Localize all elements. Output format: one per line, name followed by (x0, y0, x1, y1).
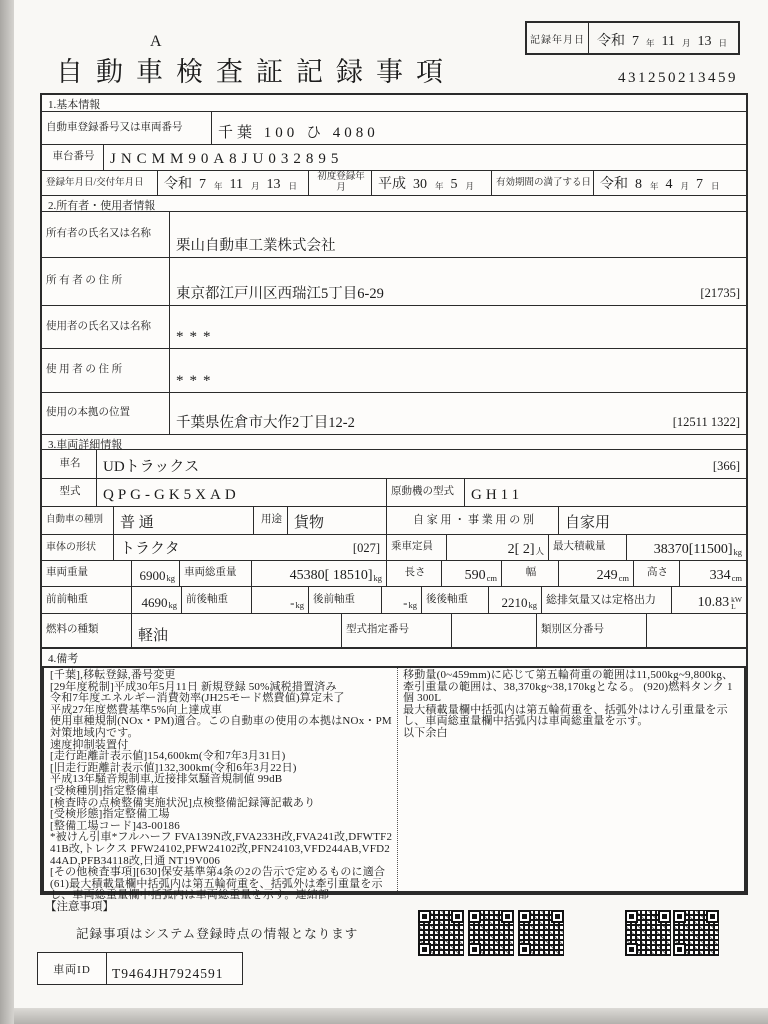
plate-label: 自動車登録番号又は車両番号 (42, 112, 212, 144)
remark-line: 速度抑制装置付 (50, 738, 129, 751)
axle-front-rear-label: 前後軸重 (182, 587, 252, 613)
remark-line: 最大積載量欄中括弧内は第五輪荷重を、括弧外はけん引重量を示し、車両総重量欄中括弧内は車両総重量を示す。 (403, 703, 728, 728)
vehicle-name-label: 車名 (42, 450, 97, 478)
remark-line: [検査時の点検整備実施状況]点検整備記録簿記載あり (50, 796, 316, 809)
remarks-box (42, 666, 746, 902)
axle-rear-front-value (382, 587, 422, 613)
capacity-label: 乗車定員 (387, 535, 447, 560)
axle-rear-front-label: 後前軸重 (309, 587, 382, 613)
body-shape-label: 車体の形状 (42, 535, 114, 560)
vehicle-id-box (37, 952, 243, 985)
row-dates (42, 171, 746, 196)
fuel-value: 軽油 (132, 614, 342, 647)
displacement-value (672, 587, 746, 613)
plate-value: 千葉 100 ひ 4080 (218, 125, 379, 141)
qr-code (468, 910, 514, 956)
date-day: 13 (697, 34, 712, 49)
length-label: 長さ (387, 561, 442, 586)
axle-rf-text: - (403, 595, 408, 610)
row-user-address (42, 349, 746, 393)
base-location-text: 千葉県佐倉市大作2丁目12-2 (176, 415, 355, 431)
page-title: 自動車検査証記録事項 (56, 57, 456, 87)
row-owner-address (42, 258, 746, 306)
kg-unit: kg (733, 547, 742, 557)
axle-front-front-label: 前前軸重 (42, 587, 132, 613)
first-registration-value (372, 171, 492, 195)
row-plate (42, 112, 746, 145)
remark-line: [走行距離計表示値]154,600km(令和7年3月31日) (50, 750, 286, 763)
fuel-label: 燃料の種類 (42, 614, 132, 647)
category-value: 普 通 (114, 507, 254, 534)
owner-address-label: 所 有 者 の 住 所 (42, 258, 170, 305)
date-month: 5 (450, 177, 458, 192)
axle-front-rear-value (252, 587, 309, 613)
axle-fr-text: - (290, 595, 295, 610)
kg-unit: kg (166, 573, 175, 583)
remark-line: [旧走行距離計表示値]132,300km(令和6年3月22日) (50, 761, 297, 774)
date-month: 11 (661, 34, 675, 49)
kg-unit: kg (295, 600, 304, 610)
remark-line: [受検種別]指定整備車 (50, 784, 159, 797)
row-weights-dimensions (42, 561, 746, 587)
remark-line: [その他検査事項][630]保安基準第4条の2の告示で定めるものに適合 (61)最大積載量欄中括弧内は第五輪荷重を、括弧外は牽引重量を示し、車両総重量欄中括弧内は車両総重量を示す。連結部 (50, 866, 386, 902)
expiry-label: 有効期間の満了する日 (492, 171, 594, 195)
document-number: 431250213459 (618, 70, 738, 86)
date-era: 令和 (597, 34, 625, 49)
row-base-location (42, 393, 746, 435)
type-number-value (452, 614, 537, 647)
section-basic-heading: 1.基本情報 (42, 95, 746, 112)
record-date-box (525, 21, 740, 55)
curb-weight-value (132, 561, 180, 586)
remark-line: 以下余白 (403, 726, 448, 739)
section-owner-heading: 2.所有者・使用者情報 (42, 196, 746, 212)
remarks-right-column (397, 668, 744, 891)
body-shape-value (114, 535, 387, 560)
height-label: 高さ (634, 561, 680, 586)
vehicle-name-text: UDトラックス (103, 459, 200, 475)
use-label: 用途 (254, 507, 288, 534)
remark-line: [29年度税制]平成30年5月11日 新規登録 50%減税措置済み (50, 680, 337, 693)
kw-unit: kW (731, 595, 742, 604)
row-user-name (42, 306, 746, 349)
date-month: 11 (229, 177, 243, 192)
month-unit: 月 (682, 38, 691, 48)
remark-line: [千葉],移転登録,番号変更 (50, 669, 176, 681)
payload-text: 38370[11500] (653, 542, 733, 557)
section-remarks-heading: 4.備考 (42, 648, 746, 664)
owner-address-code: [21735] (700, 286, 740, 300)
payload-value (627, 535, 746, 560)
row-fuel (42, 614, 746, 648)
user-name-value (170, 306, 746, 348)
cm-unit: cm (618, 573, 629, 583)
user-name-text: *** (176, 329, 217, 345)
class-number-label: 類別区分番号 (537, 614, 647, 647)
displacement-label: 総排気量又は定格出力 (542, 587, 672, 613)
qr-code (518, 910, 564, 956)
axle-rear-rear-label: 後後軸重 (422, 587, 489, 613)
body-shape-text: トラクタ (120, 541, 180, 557)
year-unit: 年 (650, 181, 659, 191)
registration-date-value (158, 171, 309, 195)
remark-line: [受検形態]指定整備工場 (50, 808, 170, 821)
month-unit: 月 (251, 181, 260, 191)
remark-line: *被けん引車*フルハーフ FVA139N改,FVA233H改,FVA241改,DFWTF241B改,トレクス PFW24102,PFW24102改,PFN24103,VFD244AB,VFD244AD,PFB34118改,日通 NT19V006 (50, 831, 393, 867)
year-unit: 年 (214, 181, 223, 191)
person-unit: 人 (535, 546, 544, 556)
axle-front-front-value (132, 587, 182, 613)
remark-line: 令和7年度エネルギー消費効率(JH25モード燃費値)算定未了 (50, 692, 345, 705)
date-era: 令和 (164, 177, 192, 192)
type-number-label: 型式指定番号 (342, 614, 452, 647)
month-unit: 月 (465, 181, 475, 191)
body-shape-code: [027] (352, 541, 380, 555)
certificate-table (40, 93, 748, 902)
day-unit: 日 (718, 38, 728, 48)
model-label: 型式 (42, 479, 97, 506)
date-year: 7 (632, 34, 639, 49)
curb-weight-label: 車両重量 (42, 561, 132, 586)
day-unit: 日 (288, 181, 298, 191)
expiry-value (594, 171, 746, 195)
registration-date-label: 登録年月日/交付年月日 (42, 171, 158, 195)
kg-unit: kg (528, 600, 537, 610)
length-value (442, 561, 502, 586)
use-value: 貨物 (288, 507, 387, 534)
chassis-value: JNCMM90A8JU032895 (110, 151, 344, 167)
record-date-value (589, 23, 738, 53)
row-category (42, 507, 746, 535)
length-text: 590 (464, 568, 486, 583)
date-day: 13 (266, 177, 281, 192)
date-era: 平成 (378, 177, 406, 192)
row-vehicle-name (42, 450, 746, 479)
remarks-left-column (44, 668, 397, 902)
notice-heading: 【注意事項】 (45, 901, 114, 913)
owner-name-text: 栗山自動車工業株式会社 (176, 238, 336, 254)
payload-label: 最大積載量 (549, 535, 627, 560)
width-value (559, 561, 634, 586)
displacement-text: 10.83 (697, 595, 730, 610)
base-location-label: 使用の本拠の位置 (42, 393, 170, 434)
year-unit: 年 (435, 181, 444, 191)
row-body-shape (42, 535, 746, 561)
day-unit: 日 (711, 181, 720, 191)
row-model (42, 479, 746, 507)
engine-model-label: 原動機の型式 (387, 479, 465, 506)
user-name-label: 使用者の氏名又は名称 (42, 306, 170, 348)
gross-weight-text: 45380[ 18510] (289, 568, 373, 583)
date-year: 8 (635, 177, 642, 192)
date-day: 7 (696, 177, 704, 192)
owner-name-label: 所有者の氏名又は名称 (42, 212, 170, 257)
base-location-code: [12511 1322] (672, 415, 740, 429)
user-address-value (170, 349, 746, 392)
width-text: 249 (596, 568, 618, 583)
chassis-label: 車台番号 (42, 145, 104, 170)
date-year: 7 (199, 177, 206, 192)
axle-rear-rear-value (489, 587, 542, 613)
owner-address-text: 東京都江戸川区西瑞江5丁目6-29 (176, 286, 384, 302)
axle-ff-text: 4690 (141, 595, 168, 610)
height-text: 334 (709, 568, 731, 583)
category-label: 自動車の種別 (42, 507, 114, 534)
kg-unit: kg (373, 573, 382, 583)
remark-line: [整備工場コード]43-00186 (50, 819, 180, 832)
private-business-value: 自家用 (565, 515, 611, 531)
vehicle-name-code: [366] (712, 459, 740, 473)
cm-unit: cm (731, 573, 742, 583)
engine-model-value: GH11 (471, 487, 524, 503)
qr-code (625, 910, 671, 956)
row-axle-weights (42, 587, 746, 614)
month-unit: 月 (680, 181, 690, 191)
gross-weight-label: 車両総重量 (180, 561, 252, 586)
scan-edge-left (0, 0, 14, 1024)
height-value (680, 561, 746, 586)
user-address-text: *** (176, 373, 217, 389)
class-number-value (647, 614, 746, 647)
record-date-label: 記録年月日 (527, 23, 589, 53)
notice-text: 記録事項はシステム登録時点の情報となります (76, 927, 359, 941)
owner-address-value (170, 258, 746, 305)
row-chassis (42, 145, 746, 171)
date-era: 令和 (600, 177, 628, 192)
remark-line: 平成13年騒音規制車,近接排気騒音規制値 99dB (50, 773, 283, 786)
private-business-label: 自 家 用 ・ 事 業 用 の 別 (387, 507, 559, 534)
corner-mark: A (150, 33, 162, 50)
owner-name-value (170, 212, 746, 257)
qr-code (673, 910, 719, 956)
year-unit: 年 (646, 38, 655, 48)
gross-weight-value (252, 561, 387, 586)
width-label: 幅 (502, 561, 559, 586)
liter-unit: L (731, 602, 736, 611)
section-vehicle-heading: 3.車両詳細情報 (42, 435, 746, 450)
remark-line: 平成27年度燃費基準5%向上達成車 (50, 703, 223, 716)
row-owner-name (42, 212, 746, 258)
qr-code (418, 910, 464, 956)
capacity-text: 2[ 2] (507, 542, 535, 557)
date-month: 4 (665, 177, 673, 192)
axle-rr-text: 2210 (501, 595, 528, 610)
kg-unit: kg (408, 600, 417, 610)
vehicle-name-value (97, 450, 746, 478)
vehicle-id-value: T9464JH7924591 (112, 966, 224, 981)
cm-unit: cm (486, 573, 497, 583)
user-address-label: 使 用 者 の 住 所 (42, 349, 170, 392)
vehicle-id-label: 車両ID (38, 953, 107, 984)
scan-edge-bottom (0, 1008, 768, 1024)
kg-unit: kg (168, 600, 177, 610)
first-registration-label: 初度登録年月 (309, 171, 372, 195)
model-value: QPG-GK5XAD (97, 479, 387, 506)
remark-line: 使用車種規制(NOx・PM)適合。この自動車の使用の本拠はNOx・PM対策地域内です。 (50, 715, 392, 739)
base-location-value (170, 393, 746, 434)
date-year: 30 (413, 177, 427, 192)
curb-weight-text: 6900 (139, 568, 166, 583)
remark-line: 移動量(0~459mm)に応じて第五輪荷重の範囲は11,500kg~9,800kg、牽引重量の範囲は、38,370kg~38,170kgとなる。 (920)燃料タンク 1個 300L (403, 669, 734, 705)
capacity-value (447, 535, 549, 560)
